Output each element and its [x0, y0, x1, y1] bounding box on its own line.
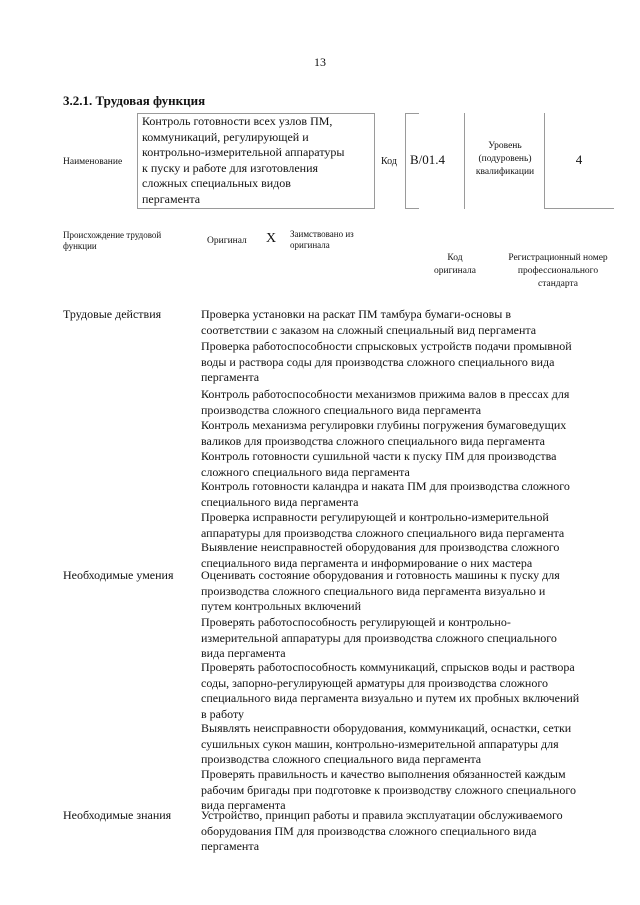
skill-item	[201, 568, 613, 615]
item-line: валиков для производства сложного специального вида пергамента	[201, 433, 545, 448]
knowledge-item	[201, 808, 613, 855]
item-line: Выявлять неисправности оборудования, коммуникаций, оснастки, сетки	[201, 721, 572, 735]
name-box-left-line	[137, 113, 138, 209]
labor-action-item	[201, 307, 613, 338]
function-name-line: к пуску и работе для изготовления	[142, 160, 319, 175]
item-line: Контроль готовности сушильной части к пуску ПМ для производства	[201, 449, 557, 463]
skill-item	[201, 767, 613, 814]
item-line: рабочим бригады при подготовке к производству сложного специального	[201, 782, 577, 797]
item-line: Устройство, принцип работы и правила эксплуатации обслуживаемого	[201, 808, 563, 822]
labor-action-item	[201, 479, 613, 510]
item-line: Оценивать состояние оборудования и готовность машины к пуску для	[201, 568, 560, 582]
name-box-right-line	[374, 113, 375, 209]
item-line: Проверка установки на раскат ПМ тамбура бумаги-основы в	[201, 307, 511, 321]
item-line: аппаратуры для производства сложного специального вида пергамента	[201, 525, 565, 540]
function-name	[142, 114, 368, 208]
name-box-bottom-line	[137, 208, 375, 209]
original-mark: X	[266, 231, 277, 246]
item-line: пергамента	[201, 370, 260, 385]
level-label-line: Уровень	[488, 141, 522, 151]
item-line: Проверять работоспособность регулирующей и контрольно-	[201, 615, 511, 629]
item-line: путем контрольных включений	[201, 599, 362, 614]
item-line: Контроль механизма регулировки глубины погружения бумаговедущих	[201, 418, 567, 432]
item-line: оборудования ПМ для производства сложного специального вида	[201, 823, 537, 838]
labor-action-item	[201, 449, 613, 480]
level-label-line: квалификации	[475, 167, 535, 177]
origin-label-line: Происхождение трудовой	[63, 230, 162, 240]
item-line: производства сложного специального вида пергамента	[201, 752, 482, 767]
labor-action-item	[201, 387, 613, 418]
function-name-line: пергамента	[142, 191, 201, 206]
item-line: соды, запорно-регулирующей арматуры для производства сложного	[201, 675, 548, 690]
code-original-line: Код	[447, 253, 463, 263]
qualification-level-value: 4	[575, 152, 583, 167]
item-line: Контроль работоспособности механизмов прижима валов в прессах для	[201, 387, 570, 401]
item-line: сложного специального вида пергамента	[201, 464, 410, 479]
item-line: сушильных сукон машин, контрольно-измерительной аппаратуры для	[201, 736, 559, 751]
registration-number-line: профессионального	[517, 266, 599, 276]
required-skills-label: Необходимые умения	[63, 568, 174, 582]
registration-number-line: стандарта	[538, 279, 578, 289]
level-box-bottom-line	[544, 208, 614, 209]
item-line: Проверка исправности регулирующей и контрольно-измерительной	[201, 510, 549, 524]
item-line: Контроль готовности каландра и наката ПМ для производства сложного	[201, 479, 570, 493]
code-value: B/01.4	[410, 152, 446, 167]
original-label: Оригинал	[207, 236, 247, 246]
item-line: соответствии с заказом на сложный специальный вид пергамента	[201, 322, 537, 337]
code-original-line: оригинала	[434, 266, 476, 276]
borrowed-label-line: оригинала	[290, 240, 330, 250]
item-line: Проверка работоспособности спрысковых устройств подачи промывной	[201, 339, 572, 353]
labor-action-item	[201, 418, 613, 449]
item-line: пергамента	[201, 839, 260, 854]
item-line: Проверять работоспособность коммуникаций, спрысков воды и раствора	[201, 660, 575, 674]
function-name-line: Контроль готовности всех узлов ПМ,	[142, 114, 333, 128]
borrowed-label-line: Заимствовано из	[290, 229, 354, 239]
code-label: Код	[381, 156, 397, 167]
item-line: специального вида пергамента и информирование о них мастера	[201, 555, 533, 570]
item-line: в работу	[201, 706, 245, 721]
item-line: специального вида пергамента визуально и путем их пробных включений	[201, 691, 580, 706]
origin-label	[63, 230, 193, 252]
item-line: Выявление неисправностей оборудования для производства сложного	[201, 540, 560, 554]
item-line: вида пергамента	[201, 798, 286, 813]
code-box-bottom-tick	[405, 208, 419, 209]
code-box-left-line	[405, 113, 406, 209]
origin-label-line: функции	[63, 241, 97, 251]
name-label: Наименование	[63, 157, 123, 167]
skill-item	[201, 615, 613, 662]
labor-actions-label: Трудовые действия	[63, 307, 162, 321]
item-line: специального вида пергамента	[201, 494, 359, 509]
section-title: 3.2.1. Трудовая функция	[63, 93, 206, 108]
level-label-line: (подуровень)	[478, 154, 532, 164]
page-number: 13	[314, 55, 326, 69]
function-name-line: коммуникаций, регулирующей и	[142, 129, 309, 144]
qualification-level-label	[468, 140, 542, 179]
item-line: вида пергамента	[201, 646, 286, 661]
item-line: производства сложного специального вида пергамента	[201, 402, 482, 417]
registration-number-label	[498, 252, 618, 291]
code-box-right-line	[464, 113, 465, 209]
item-line: измерительной аппаратуры для производства сложного специального	[201, 630, 557, 645]
required-knowledge-label: Необходимые знания	[63, 808, 172, 822]
code-original-label	[427, 252, 483, 278]
labor-action-item	[201, 510, 613, 541]
item-line: воды и раствора соды для производства сложного специального вида	[201, 354, 555, 369]
code-box-top-tick	[405, 113, 419, 114]
labor-action-item	[201, 540, 613, 571]
skill-item	[201, 660, 613, 722]
function-name-line: сложных специальных видов	[142, 176, 291, 191]
registration-number-line: Регистрационный номер	[508, 253, 608, 263]
labor-action-item	[201, 339, 613, 386]
item-line: Проверять правильность и качество выполнения обязанностей каждым	[201, 767, 566, 781]
item-line: производства сложного специального вида пергамента визуально и	[201, 583, 546, 598]
function-name-line: контрольно-измерительной аппаратуры	[142, 145, 345, 160]
skill-item	[201, 721, 613, 768]
borrowed-label	[290, 229, 375, 251]
